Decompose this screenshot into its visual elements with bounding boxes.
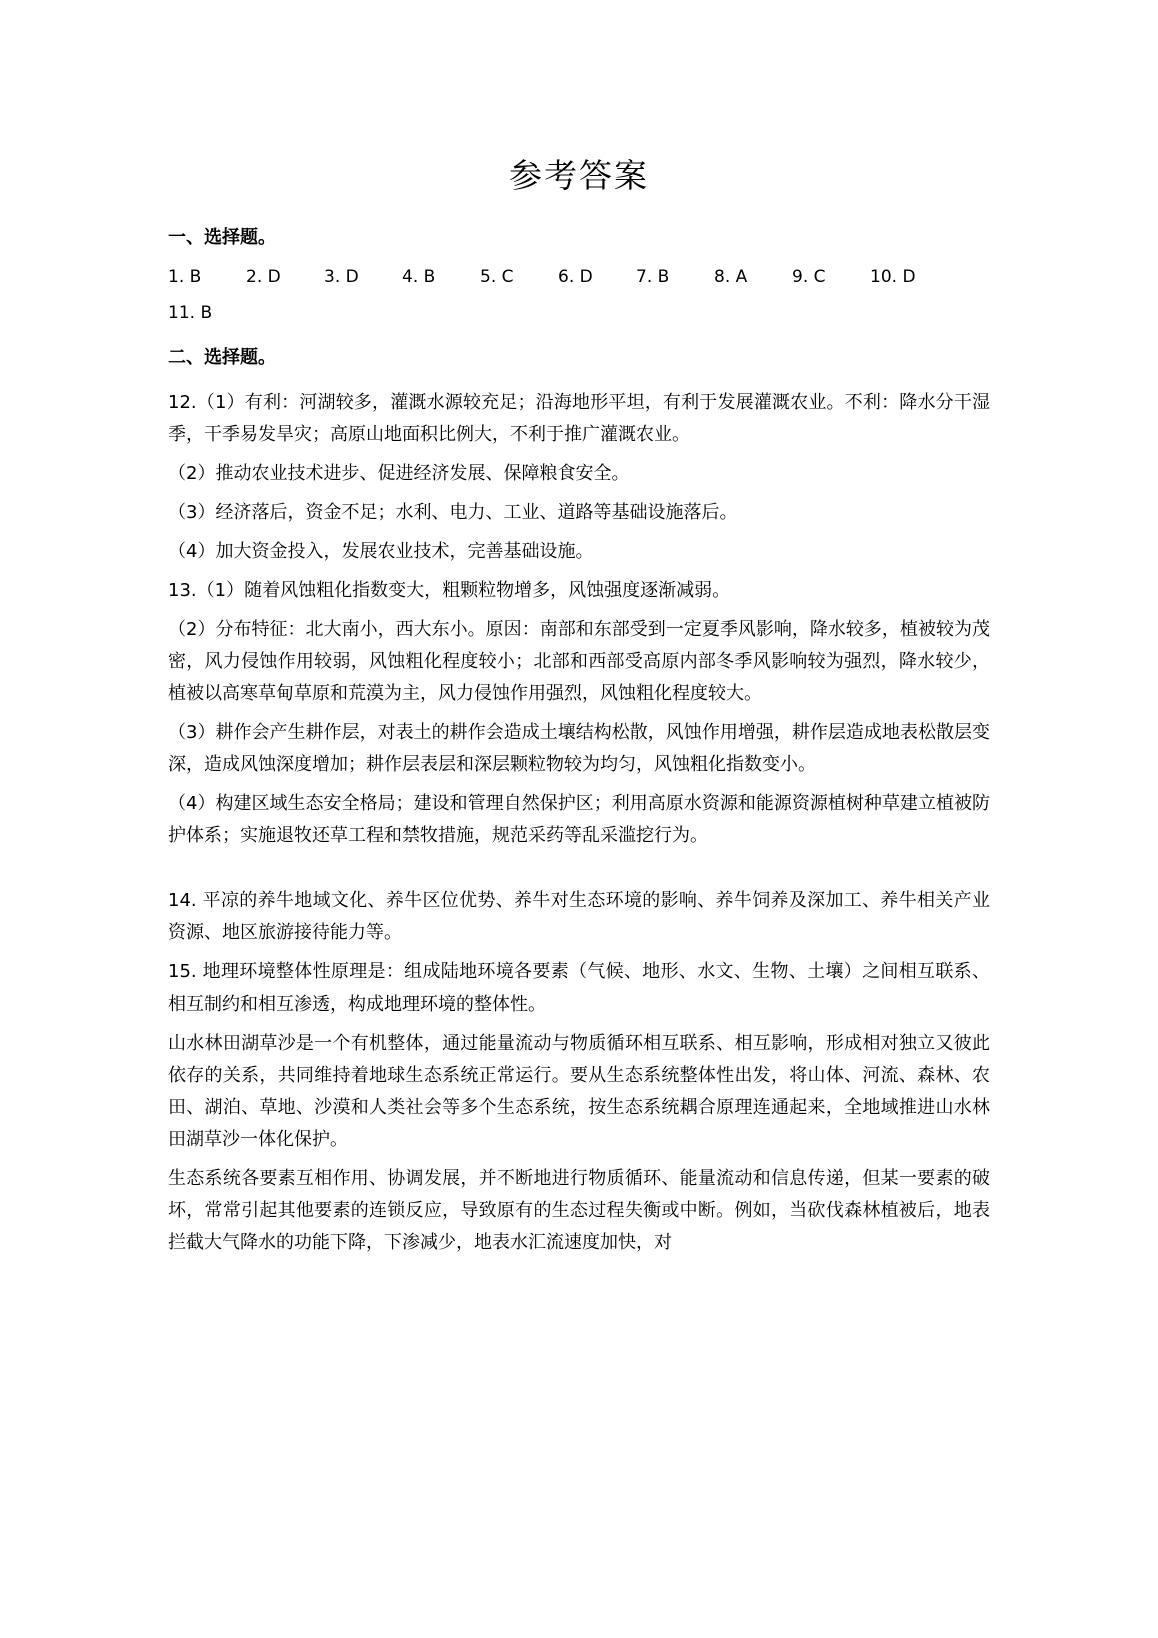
answer-paragraph-13-4: （4）构建区域生态安全格局；建设和管理自然保护区；利用高原水资源和能源资源植树种草建立植被防护体系；实施退牧还草工程和禁牧措施，规范采药等乱采滥挖行为。 (168, 793, 990, 847)
choice-answer: 2. D (246, 267, 281, 287)
page-title: 参考答案 (509, 156, 649, 195)
answer-paragraph-12-2: （2）推动农业技术进步、促进经济发展、保障粮食安全。 (168, 463, 630, 485)
choice-answer: 8. A (714, 267, 748, 287)
choice-answers-row-2 (168, 303, 990, 323)
answer-paragraph-15: 15. 地理环境整体性原理是：组成陆地环境各要素（气候、地形、水文、生物、土壤）之间相互联系、相互制约和相互渗透，构成地理环境的整体性。 (168, 961, 990, 1015)
choice-answer: 5. C (480, 267, 514, 287)
choice-answer: 4. B (402, 267, 436, 287)
choice-answer: 10. D (870, 267, 916, 287)
section-heading-1: 一、选择题。 (168, 227, 276, 248)
section-heading-2: 二、选择题。 (168, 347, 276, 368)
answer-paragraph-13-3: （3）耕作会产生耕作层，对表土的耕作会造成土壤结构松散，风蚀作用增强，耕作层造成地表松散层变深，造成风蚀深度增加；耕作层表层和深层颗粒物较为均匀，风蚀粗化指数变小。 (168, 722, 990, 776)
choice-answer: 3. D (324, 267, 359, 287)
answer-paragraph-15-3: 生态系统各要素互相作用、协调发展，并不断地进行物质循环、能量流动和信息传递，但某一要素的破坏，常常引起其他要素的连锁反应，导致原有的生态过程失衡或中断。例如，当砍伐森林植被后，地表拦截大气降水的功能下降，下渗减少，地表水汇流速度加快，对 (168, 1167, 990, 1253)
choice-answer: 1. B (168, 267, 202, 287)
choice-answers-row-1 (168, 267, 990, 287)
answer-paragraph-12: 12.（1）有利：河湖较多，灌溉水源较充足；沿海地形平坦，有利于发展灌溉农业。不利：降水分干湿季，干季易发旱灾；高原山地面积比例大，不利于推广灌溉农业。 (168, 392, 990, 446)
choice-answer: 7. B (636, 267, 670, 287)
choice-answer: 6. D (558, 267, 593, 287)
answer-paragraph-14: 14. 平凉的养牛地域文化、养牛区位优势、养牛对生态环境的影响、养牛饲养及深加工、养牛相关产业资源、地区旅游接待能力等。 (168, 890, 990, 944)
answer-paragraph-15-2: 山水林田湖草沙是一个有机整体，通过能量流动与物质循环相互联系、相互影响，形成相对独立又彼此依存的关系，共同维持着地球生态系统正常运行。要从生态系统整体性出发，将山体、河流、森林、农田、湖泊、草地、沙漠和人类社会等多个生态系统，按生态系统耦合原理连通起来，全地域推进山水林田湖草沙一体化保护。 (168, 1032, 990, 1150)
choice-answer: 11. B (168, 303, 213, 323)
choice-answer: 9. C (792, 267, 826, 287)
answer-paragraph-12-4: （4）加大资金投入，发展农业技术，完善基础设施。 (168, 541, 594, 563)
answer-paragraph-12-3: （3）经济落后，资金不足；水利、电力、工业、道路等基础设施落后。 (168, 502, 738, 524)
answer-paragraph-13: 13.（1）随着风蚀粗化指数变大，粗颗粒物增多，风蚀强度逐渐减弱。 (168, 580, 731, 602)
paragraph-spacer (168, 859, 990, 885)
answer-paragraph-13-2: （2）分布特征：北大南小，西大东小。原因：南部和东部受到一定夏季风影响，降水较多，植被较为茂密，风力侵蚀作用较弱，风蚀粗化程度较小；北部和西部受高原内部冬季风影响较为强烈，降水较少，植被以高寒草甸草原和荒漠为主，风力侵蚀作用强烈，风蚀粗化程度较大。 (168, 619, 990, 705)
